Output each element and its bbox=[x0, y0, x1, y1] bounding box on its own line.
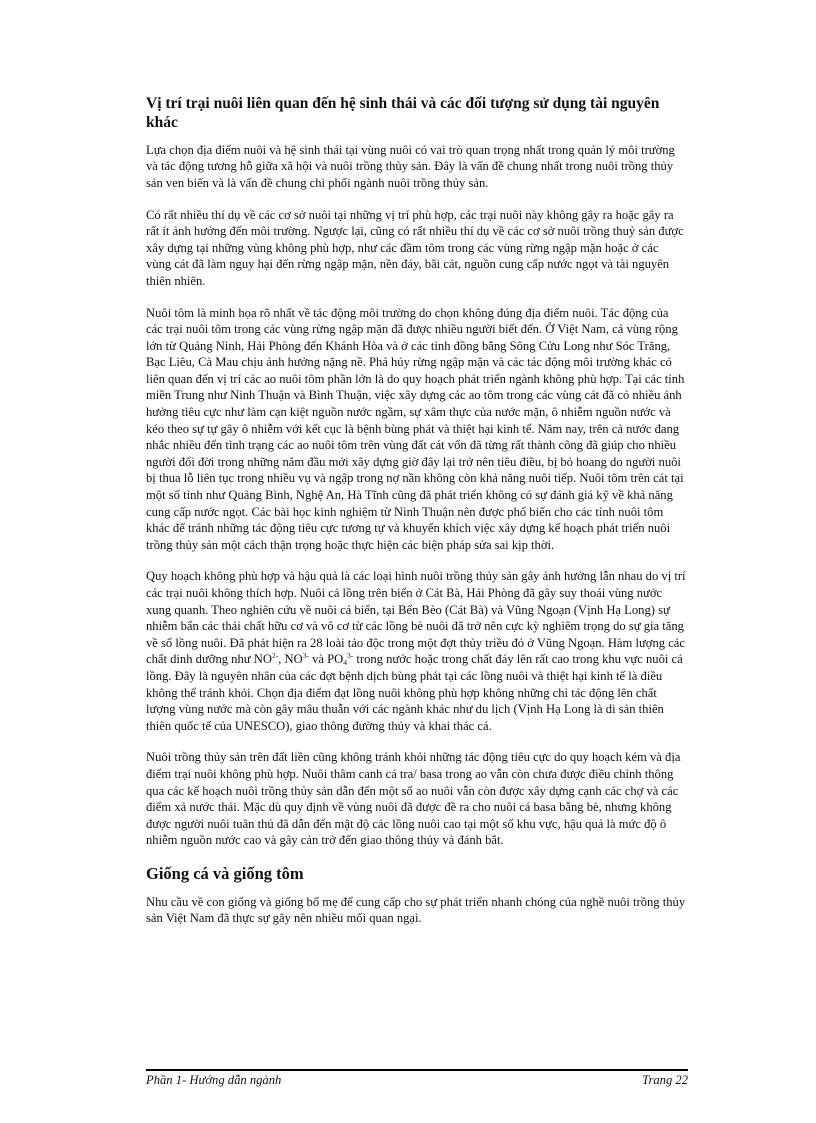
superscript-po4: 3- bbox=[347, 651, 354, 661]
superscript-no2: 2- bbox=[271, 651, 279, 661]
subscript-po4: 4 bbox=[343, 658, 347, 668]
heading-site-location: Vị trí trại nuôi liên quan đến hệ sinh thái và các đối tượng sử dụng tài nguyên khác bbox=[146, 95, 660, 132]
paragraph-4-part-c: và PO bbox=[308, 652, 344, 667]
paragraph-2: Có rất nhiều thí dụ về các cơ sở nuôi tại những vị trí phù hợp, các trại nuôi này không gây ra hoặc gây ra rất ít ảnh hưởng đến môi trường. Ngược lại, cũng có rất nhiều thí dụ về các cơ sở nuôi trồng thuỷ sản được xây dựng tại những vùng không phù hợp, như các đầm tôm trong các vùng rừng ngập mặn hoặc ở các vùng cát đã làm nguy hại đến rừng ngập mặn, nền đáy, bãi cát, nguồn cung cấp nước ngọt và tài nguyên thiên nhiên. bbox=[146, 207, 684, 288]
paragraph-4 bbox=[146, 568, 686, 734]
footer-page-number: Trang 22 bbox=[642, 1073, 688, 1087]
paragraph-4-part-d: trong nước hoặc trong chất đáy lên rất cao trong khu vực nuôi cá lồng. Đây là nguyên nhân của các đợt bệnh dịch bùng phát tại các lồng nuôi và thiệt hại kinh tế là điều không thể tránh khỏi. Chọn địa điểm đạt lồng nuôi không phù hợp không những chỉ tác động lên chất lượng vùng nước mà còn gây mâu thuẫn với các ngành khác như du lịch (Vịnh Hạ Long là di sản thiên thiên quốc tế của UNESCO), giao thông đường thủy và khai thác cá. bbox=[146, 652, 683, 733]
paragraph-5: Nuôi trồng thủy sản trên đất liền cũng không tránh khỏi những tác động tiêu cực do quy hoạch kém và địa điểm trại nuôi không phù hợp. Nuôi thâm canh cá tra/ basa trong ao vẫn còn chưa được điều chỉnh thông qua các kế hoạch nuôi trồng thủy sản dẫn đến một số ao nuôi vẫn còn được xây dựng cạnh các chợ và các điểm xả nước thải. Mặc dù quy định về vùng nuôi đã được đề ra cho nuôi cá basa bằng bè, nhưng không được người nuôi tuân thủ đã dẫn đến mật độ các lồng nuôi cao tại một số khu vực, hậu quả là mức độ ô nhiễm nguồn nước cao và gây cản trở đến giao thông thủy và đánh bắt. bbox=[146, 750, 681, 848]
superscript-no3: 3- bbox=[302, 651, 309, 661]
paragraph-6: Nhu cầu về con giống và giống bố mẹ để cung cấp cho sự phát triển nhanh chóng của nghề nuôi trồng thủy sản Việt Nam đã thực sự gây nên nhiều mối quan ngại. bbox=[146, 894, 686, 926]
document-body bbox=[146, 94, 686, 942]
footer-divider bbox=[146, 1069, 688, 1071]
heading-fish-shrimp-seed: Giống cá và giống tôm bbox=[146, 863, 304, 883]
footer-section-label: Phần 1- Hướng dẫn ngành bbox=[146, 1073, 282, 1087]
paragraph-1: Lựa chọn địa điểm nuôi và hệ sinh thái tại vùng nuôi có vai trò quan trọng nhất trong quản lý môi trường và tác động tương hỗ giữa xã hội và nuôi trồng thủy sản. Đây là vấn đề chung nhất trong nuôi trồng thủy sản ven biển và là vấn đề chung chi phối ngành nuôi trồng thủy sản. bbox=[146, 142, 675, 190]
paragraph-4-part-a: Quy hoạch không phù hợp và hậu quả là các loại hình nuôi trồng thủy sản gây ảnh hưởng lẫn nhau do vị trí các trại nuôi không thích hợp. Nuôi cá lồng trên biển ở Cát Bà, Hải Phòng đã gây suy thoái vùng nước xung quanh. Theo nghiên cứu về nuôi cá biển, tại Bến Bèo (Cát Bà) và Vũng Ngoạn (Vịnh Hạ Long) sự nhiễm bẩn các thải chất hữu cơ và vô cơ từ các lồng bè nuôi đã trở nên cực kỳ nghiêm trọng do sự gia tăng về số lồng nuôi. Đã phát hiện ra 28 loài tảo độc trong một đợt thủy triều đỏ ở Vũng Ngoạn. Hàm lượng các chất dinh dưỡng như NO bbox=[146, 569, 686, 667]
page-footer bbox=[146, 1073, 688, 1088]
paragraph-4-part-b: , NO bbox=[278, 652, 303, 667]
paragraph-3: Nuôi tôm là minh họa rõ nhất về tác động môi trường do chọn không đúng địa điểm nuôi. Tác động của các trại nuôi tôm trong các vùng rừng ngập mặn đã được nhiều người biết đến. Ở Việt Nam, cả vùng rộng lớn từ Quảng Ninh, Hải Phòng đến Khánh Hòa và ở các tỉnh đồng bằng Sông Cửu Long như Sóc Trăng, Bạc Liêu, Cà Mau chịu ảnh hưởng nặng nề. Phá hủy rừng ngập mặn và các tác động môi trường khác có liên quan đến vị trí các ao nuôi tôm phần lớn là do quy hoạch phát triển ngành không phù hợp. Tại các tỉnh miền Trung như Ninh Thuận và Bình Thuận, việc xây dựng các ao tôm trong các vùng cát đã có nhiều ảnh hưởng tiêu cực như làm cạn kiệt nguồn nước ngầm, sự xâm thực của nước mặn, ô nhiễm nguồn nước và kéo theo sự tự gây ô nhiễm với kết cục là bệnh bùng phát và thiệt hại kinh tế. Năm nay, trên cả nước đang nhắc nhiều đến tình trạng các ao nuôi tôm trên vùng đất cát vốn đã từng rất thành công đã giúp cho nhiều người đổi đời trong những năm đầu mới xây dựng giờ đây lại trở nên tiêu điều, bị bỏ hoang do người nuôi bị thua lỗ liên tục trong nhiều vụ và ngập trong nợ nần không còn khả năng nuôi tiếp. Nuôi tôm trên cát tại một số tỉnh như Quảng Bình, Nghệ An, Hà Tĩnh cũng đã phát triển không có sự đánh giá kỹ về khả năng cung cấp nước ngọt. Các bài học kinh nghiệm từ Ninh Thuận nên được phổ biến cho các tỉnh nuôi tôm khác để tránh những tác động tiêu cực tương tự và khuyến khích việc xây dựng kế hoạch phát triển nuôi trồng thủy sản một cách thận trọng hoặc thực hiện các biện pháp sửa sai kịp thời. bbox=[146, 305, 685, 552]
